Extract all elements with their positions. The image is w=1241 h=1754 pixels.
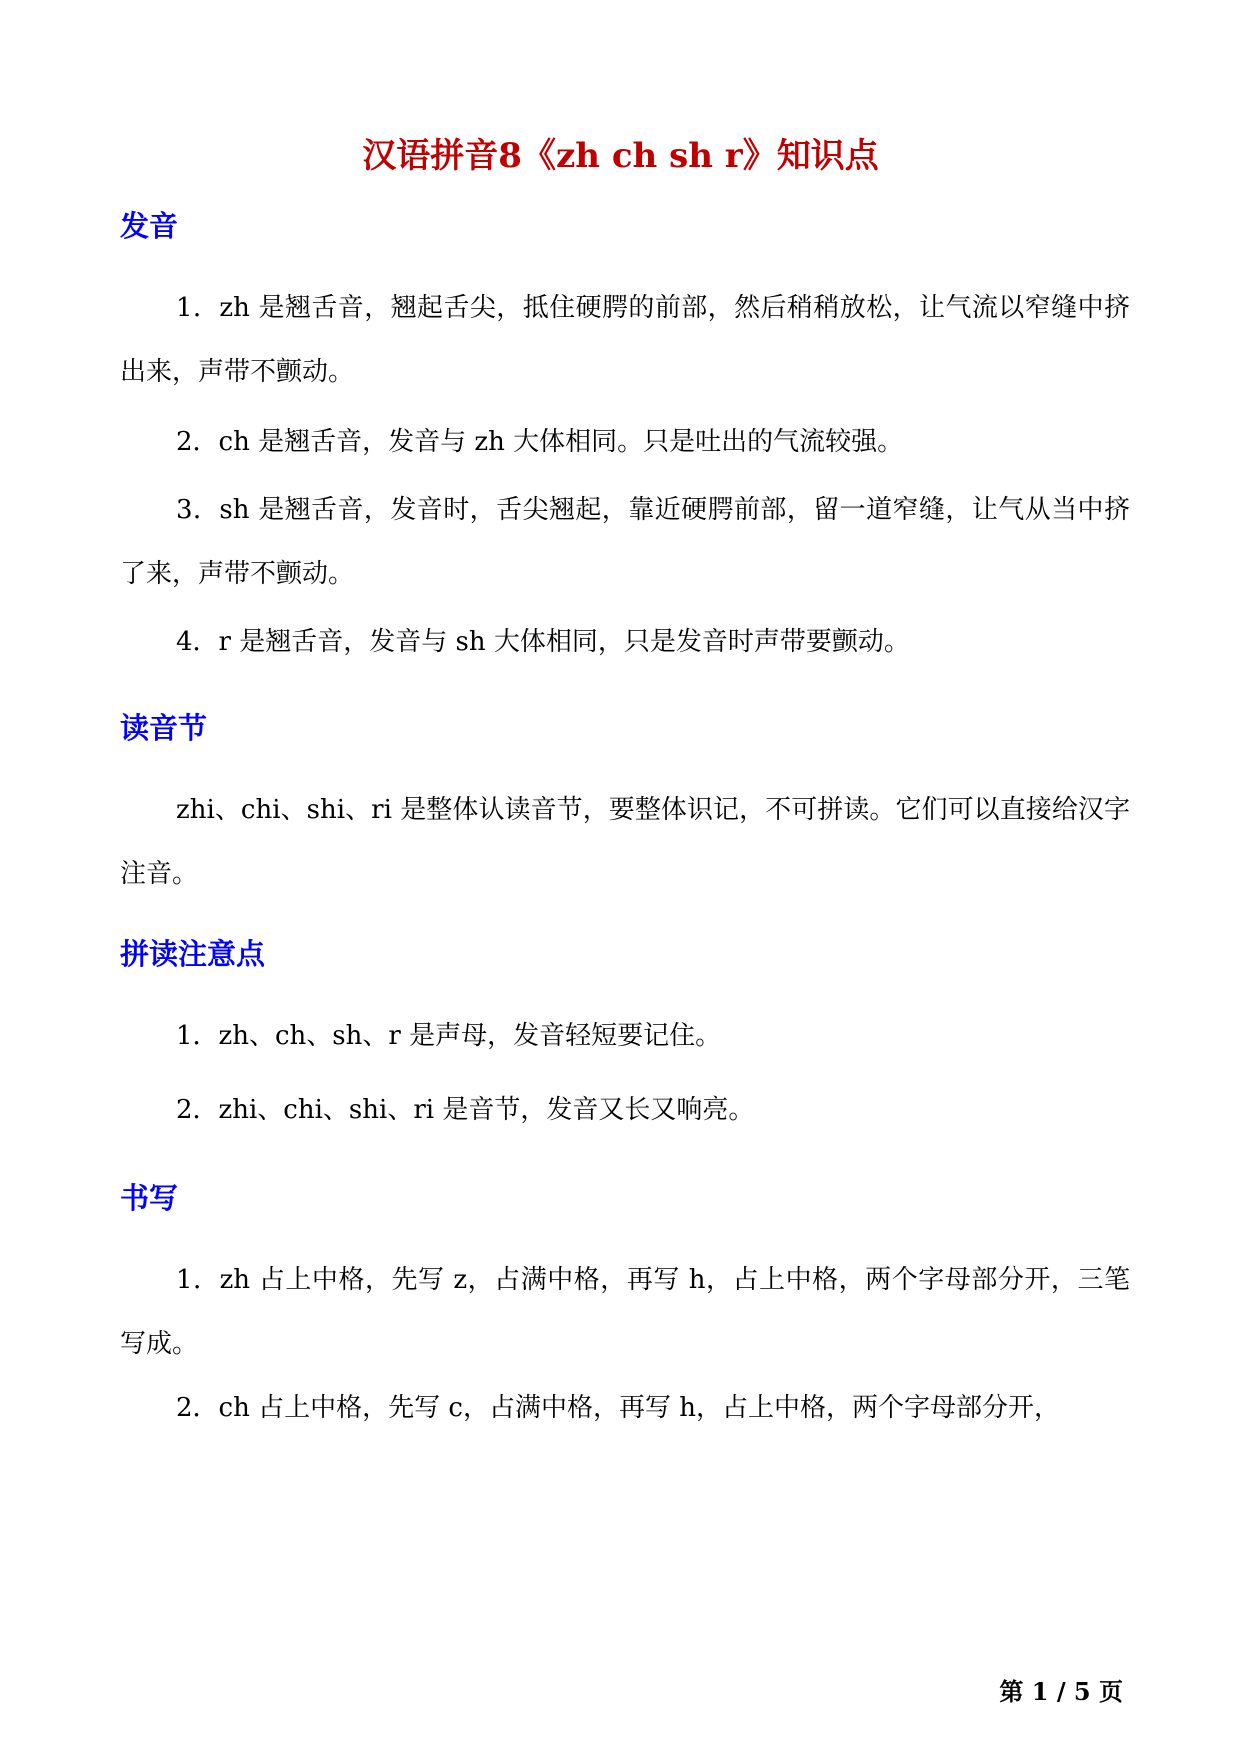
paragraph-syllables-1: zhi、chi、shi、ri 是整体认读音节，要整体识记，不可拼读。它们可以直接给汉字注音。	[120, 795, 1130, 889]
section-heading-syllables: 读音节	[120, 711, 208, 745]
paragraph-reading-notes-2: 2．zhi、chi、shi、ri 是音节，发音又长又响亮。	[176, 1095, 755, 1125]
paragraph-writing-2: 2．ch 占上中格，先写 c，占满中格，再写 h，占上中格，两个字母部分开，	[176, 1393, 1060, 1423]
paragraph-pronunciation-4: 4．r 是翘舌音，发音与 sh 大体相同，只是发音时声带要颤动。	[176, 627, 910, 657]
paragraph-pronunciation-2: 2．ch 是翘舌音，发音与 zh 大体相同。只是吐出的气流较强。	[176, 427, 904, 457]
section-heading-writing: 书写	[120, 1181, 179, 1215]
paragraph-writing-1: 1．zh 占上中格，先写 z，占满中格，再写 h，占上中格，两个字母部分开，三笔写成。	[120, 1265, 1130, 1359]
section-heading-reading-notes: 拼读注意点	[120, 937, 266, 971]
paragraph-pronunciation-1: 1．zh 是翘舌音，翘起舌尖，抵住硬腭的前部，然后稍稍放松，让气流以窄缝中挤出来，声带不颤动。	[120, 293, 1130, 387]
page-number: 第 1 / 5 页	[999, 1677, 1123, 1706]
paragraph-pronunciation-3: 3．sh 是翘舌音，发音时，舌尖翘起，靠近硬腭前部，留一道窄缝，让气从当中挤了来，声带不颤动。	[120, 495, 1130, 589]
paragraph-reading-notes-1: 1．zh、ch、sh、r 是声母，发音轻短要记住。	[176, 1021, 722, 1051]
document-title: 汉语拼音8《zh ch sh r》知识点	[362, 136, 879, 176]
section-heading-pronunciation: 发音	[120, 209, 179, 243]
